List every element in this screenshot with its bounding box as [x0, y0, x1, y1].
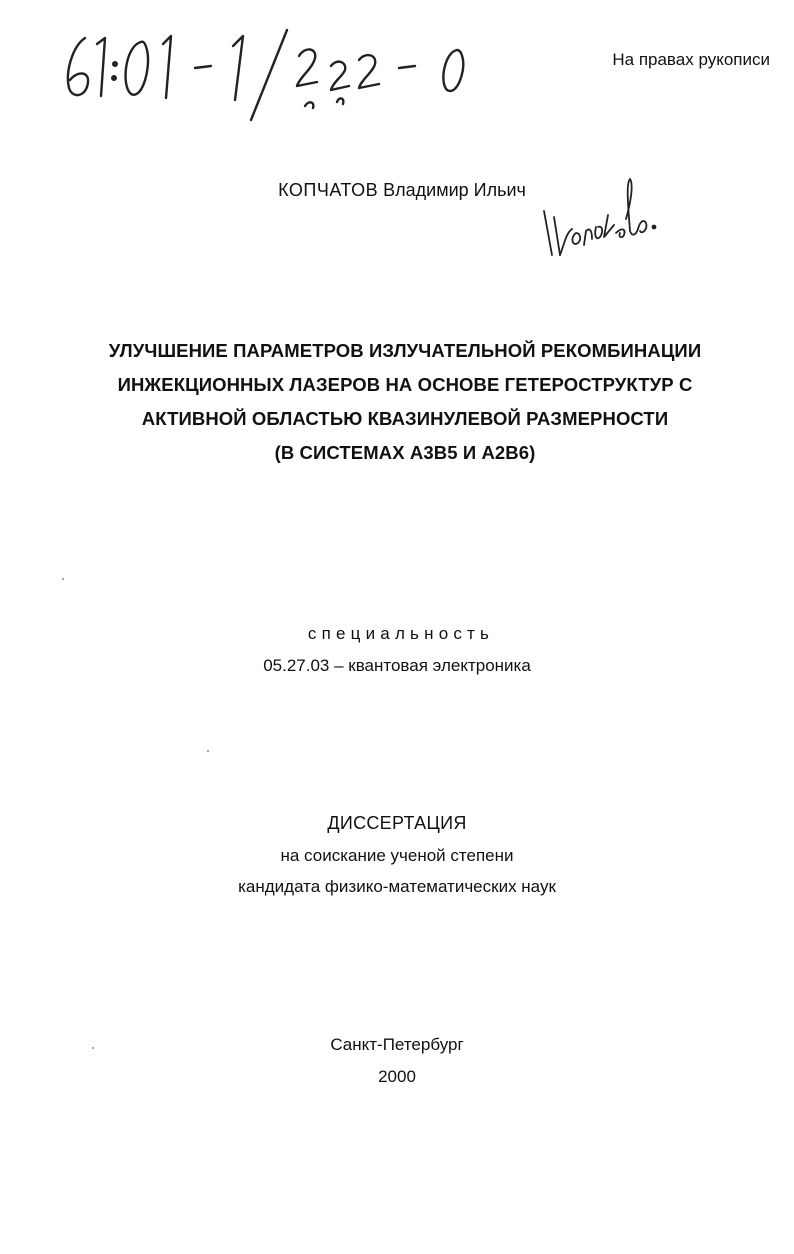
specialty-label: специальность [307, 624, 495, 643]
author-signature [530, 175, 660, 270]
degree-name: кандидата физико-математических наук [238, 877, 556, 896]
scan-speck [207, 750, 209, 752]
document-type: ДИССЕРТАЦИЯ [327, 813, 467, 833]
author-given-names: Владимир Ильич [383, 180, 526, 200]
degree-purpose: на соискание ученой степени [280, 846, 514, 865]
title-line-1: УЛУЧШЕНИЕ ПАРАМЕТРОВ ИЗЛУЧАТЕЛЬНОЙ РЕКОМБИНАЦИИ [108, 340, 702, 361]
scan-speck [92, 1047, 94, 1049]
handwritten-archive-number [55, 16, 495, 126]
specialty-code: 05.27.03 – квантовая электроника [263, 656, 531, 675]
city: Санкт-Петербург [330, 1035, 464, 1054]
author-surname: КОПЧАТОВ [278, 180, 379, 200]
author-name [0, 180, 794, 201]
rights-note: На правах рукописи [612, 50, 770, 69]
title-line-2: ИНЖЕКЦИОННЫХ ЛАЗЕРОВ НА ОСНОВЕ ГЕТЕРОСТРУКТУР С [117, 374, 693, 395]
scan-speck [62, 578, 64, 580]
title-line-4: (В СИСТЕМАХ А3В5 И А2В6) [274, 442, 536, 463]
dissertation-title [90, 334, 720, 470]
title-line-3: АКТИВНОЙ ОБЛАСТЬЮ КВАЗИНУЛЕВОЙ РАЗМЕРНОСТИ [141, 408, 669, 429]
year: 2000 [378, 1067, 416, 1086]
